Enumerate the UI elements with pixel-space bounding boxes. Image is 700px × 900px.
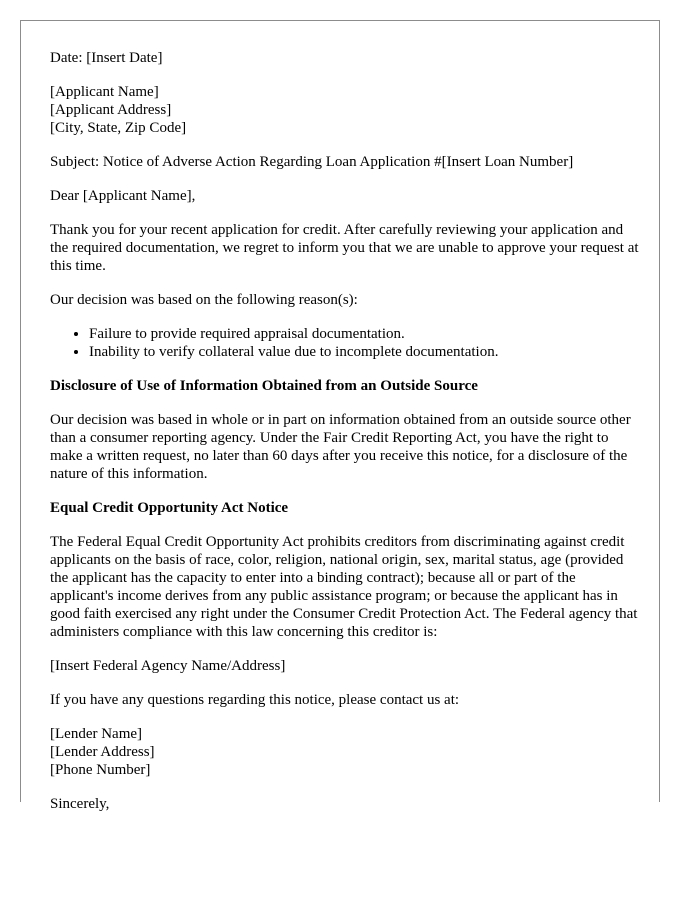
applicant-name: [Applicant Name] <box>50 84 159 100</box>
subject-line: Subject: Notice of Adverse Action Regarding Loan Application #[Insert Loan Number] <box>50 154 574 170</box>
lender-contact-block <box>50 725 642 779</box>
reason-list <box>50 325 642 361</box>
intro-paragraph: Thank you for your recent application for credit. After carefully reviewing your application and the required documentation, we regret to inform you that we are unable to approve your request at this time. <box>50 222 639 274</box>
reason-item: • Inability to verify collateral value due to incomplete documentation. <box>89 343 642 361</box>
disclosure-heading: Disclosure of Use of Information Obtained from an Outside Source <box>50 378 478 394</box>
lender-name: [Lender Name] <box>50 726 143 742</box>
lender-phone: [Phone Number] <box>50 762 151 778</box>
ecoa-heading: Equal Credit Opportunity Act Notice <box>50 500 289 516</box>
closing-line: Sincerely, <box>50 796 110 812</box>
applicant-address: [Applicant Address] <box>50 102 172 118</box>
letter-body <box>50 49 642 829</box>
reasons-intro: Our decision was based on the following reason(s): <box>50 292 358 308</box>
disclosure-paragraph: Our decision was based in whole or in part on information obtained from an outside source other than a consumer reporting agency. Under the Fair Credit Reporting Act, you have the right to make a written request, no later than 60 days after you receive this notice, for a disclosure of the nature of this information. <box>50 412 631 482</box>
date-line: Date: [Insert Date] <box>50 50 163 66</box>
federal-agency-placeholder: [Insert Federal Agency Name/Address] <box>50 658 286 674</box>
applicant-address-block <box>50 83 642 137</box>
contact-intro: If you have any questions regarding this notice, please contact us at: <box>50 692 460 708</box>
reason-item: • Failure to provide required appraisal documentation. <box>89 325 642 343</box>
salutation: Dear [Applicant Name], <box>50 188 196 204</box>
letter-page <box>20 20 660 812</box>
lender-address: [Lender Address] <box>50 744 155 760</box>
applicant-city-state-zip: [City, State, Zip Code] <box>50 120 187 136</box>
ecoa-paragraph: The Federal Equal Credit Opportunity Act prohibits creditors from discriminating against credit applicants on the basis of race, color, religion, national origin, sex, marital status, age (provided the applicant has the capacity to enter into a binding contract); because all or part of the applicant's income derives from any public assistance program; or because the applicant has in good faith exercised any right under the Consumer Credit Protection Act. The Federal agency that administers compliance with this law concerning this creditor is: <box>50 534 638 640</box>
